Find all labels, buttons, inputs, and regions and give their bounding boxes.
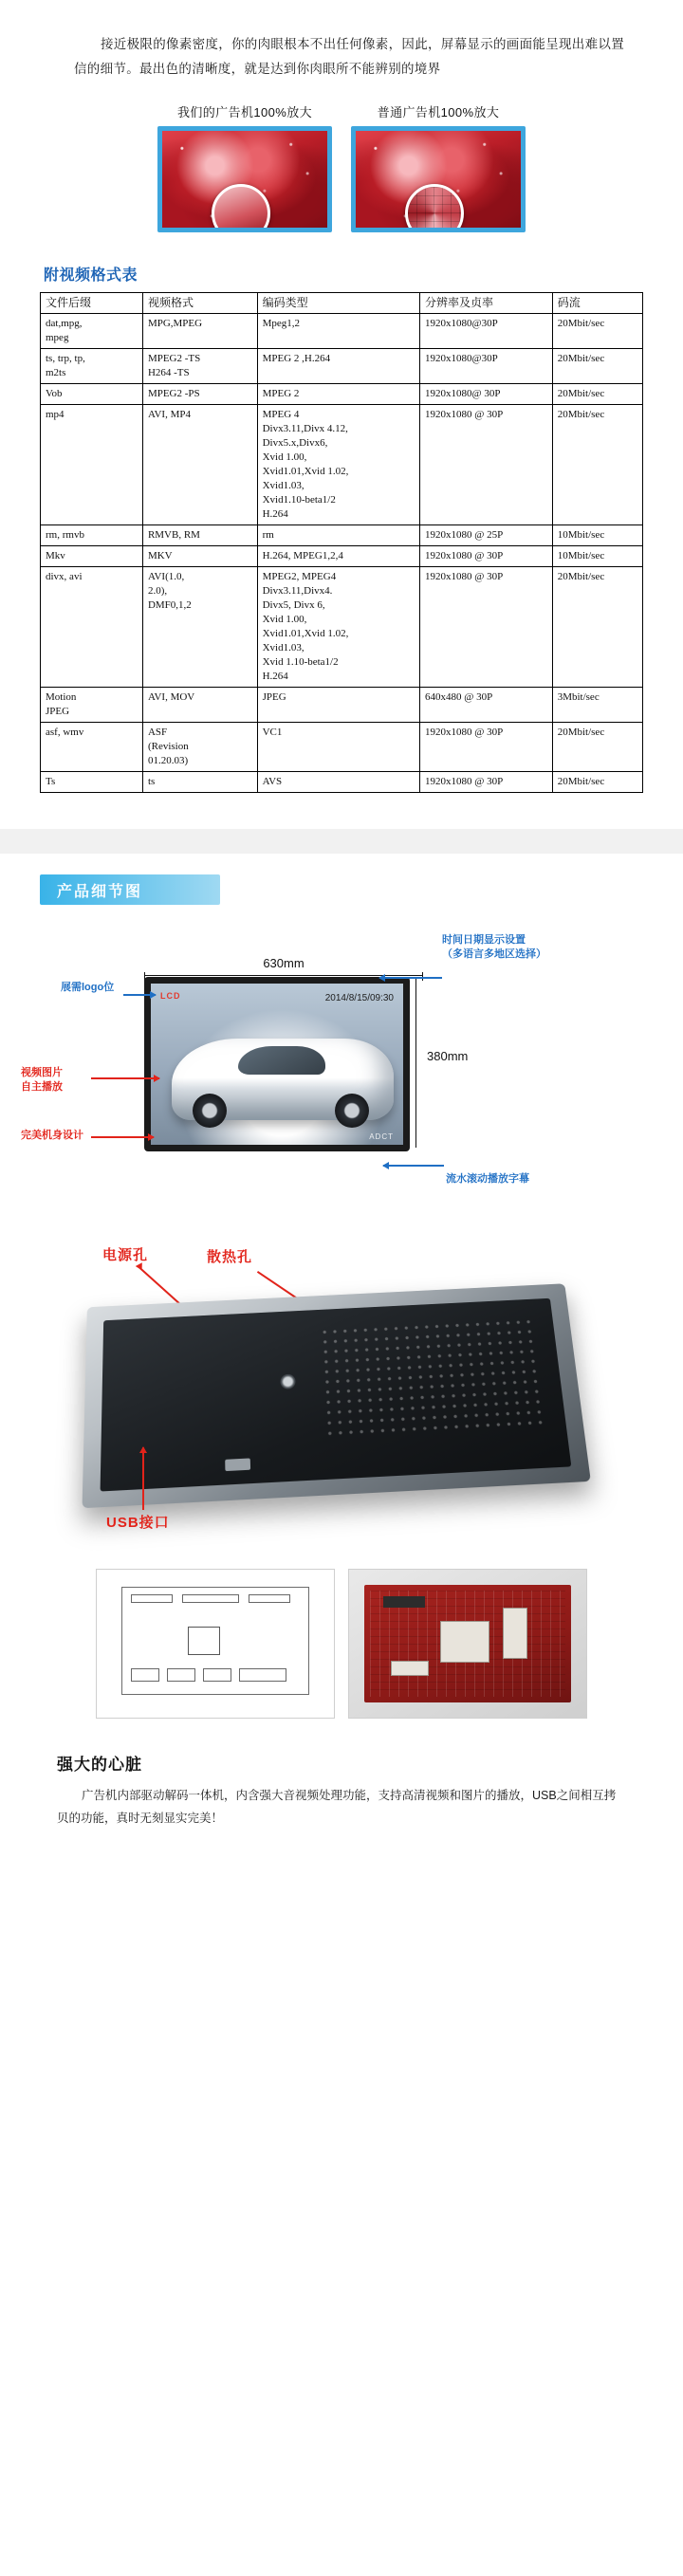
cell-bitrate: 20Mbit/sec [552,314,642,349]
callout-datetime-line2: （多语言多地区选择） [442,948,546,960]
cell-codec: AVS [257,772,419,793]
table-row [41,688,643,723]
comparison-right [351,102,526,232]
cell-suffix: ts, trp, tp, m2ts [41,349,143,384]
cell-format: MPEG2 -PS [142,384,257,405]
tv-ticker-text: ADCT [369,1132,394,1141]
callout-video-image [21,1066,63,1095]
cell-format: MPEG2 -TS H264 -TS [142,349,257,384]
heart-section [0,1734,683,1862]
rose-screen-ordinary [351,126,526,232]
cell-resolution: 1920x1080@ 30P [420,384,553,405]
magnifier-icon [405,184,464,232]
tv-logo: LCD [160,991,181,1001]
cell-suffix: Mkv [41,546,143,567]
car-wheel-rear [335,1094,369,1128]
board-schematic-drawing [96,1569,335,1719]
heart-title: 强大的心脏 [57,1756,142,1774]
callout-ticker: 流水滚动播放字幕 [446,1173,529,1185]
width-dimension [144,956,423,970]
usb-port [225,1458,250,1471]
cell-codec: JPEG [257,688,419,723]
video-format-section [0,238,683,812]
cell-suffix: Vob [41,384,143,405]
pixel-grid [408,187,461,232]
cell-suffix: rm, rmvb [41,525,143,546]
car-wheel-front [193,1094,227,1128]
pcb-header [383,1596,425,1608]
tv-clock: 2014/8/15/09:30 [324,993,394,1003]
cell-bitrate: 20Mbit/sec [552,772,642,793]
schematic-connector [131,1668,159,1682]
cell-codec: MPEG 2 [257,384,419,405]
cell-bitrate: 20Mbit/sec [552,567,642,688]
board-row [0,1559,683,1724]
callout-video-image-line1: 视频图片 [21,1067,63,1078]
cell-format: AVI, MOV [142,688,257,723]
car-windshield [238,1046,325,1075]
table-row [41,384,643,405]
cell-codec: MPEG 2 ,H.264 [257,349,419,384]
callout-logo: 展需logo位 [61,982,115,993]
cell-format: AVI(1.0, 2.0), DMF0,1,2 [142,567,257,688]
callout-logo-arrow [123,994,156,996]
cell-format: ts [142,772,257,793]
cell-resolution: 1920x1080 @ 30P [420,567,553,688]
column-header-suffix: 文件后缀 [41,293,143,314]
cell-format: ASF (Revision 01.20.03) [142,723,257,772]
schematic-connector [182,1594,239,1603]
height-dimension [427,1049,468,1063]
schematic-connector [239,1668,286,1682]
comparison-left-title: 我们的广告机100%放大 [176,105,313,120]
cell-format: MPG,MPEG [142,314,257,349]
tv-illustration [0,928,683,1212]
cell-resolution: 1920x1080 @ 30P [420,546,553,567]
intro-paragraph: 接近极限的像素密度，你的肉眼根本不出任何像素，因此，屏幕显示的画面能呈现出难以置信的细节。最出色的清晰度，就是达到你肉眼所不能辨别的境界 [74,37,624,76]
cell-resolution: 1920x1080 @ 30P [420,772,553,793]
pcb-chip [440,1621,489,1663]
column-header-format: 视频格式 [142,293,257,314]
table-row [41,723,643,772]
tv-screen [151,984,403,1145]
cell-suffix: asf, wmv [41,723,143,772]
table-row [41,525,643,546]
detail-section [0,854,683,1734]
video-format-title: 附视频格式表 [44,267,138,284]
cell-bitrate: 20Mbit/sec [552,349,642,384]
height-value: 380mm [427,1049,469,1063]
schematic-connector [167,1668,195,1682]
intro-section [0,0,683,91]
back-panel-illustration [0,1237,683,1559]
column-header-bitrate: 码流 [552,293,642,314]
callout-design: 完美机身设计 [21,1130,83,1141]
height-dimension-bar [415,977,416,1148]
cell-resolution: 1920x1080 @ 25P [420,525,553,546]
video-format-table [40,292,643,793]
cell-suffix: divx, avi [41,567,143,688]
comparison-section [0,91,683,238]
cell-bitrate: 20Mbit/sec [552,405,642,525]
table-row [41,772,643,793]
table-row [41,405,643,525]
section-divider [0,829,683,854]
power-hole-arrow [88,1269,142,1297]
board-photo [348,1569,587,1719]
table-header-row [41,293,643,314]
callout-design-arrow [91,1136,154,1138]
heat-vent-holes [320,1316,545,1438]
cell-bitrate: 20Mbit/sec [552,723,642,772]
cell-codec: VC1 [257,723,419,772]
cell-resolution: 1920x1080 @ 30P [420,405,553,525]
cell-suffix: Ts [41,772,143,793]
footer-space [0,1862,683,1875]
tv-frame [144,977,410,1151]
cell-resolution: 1920x1080 @ 30P [420,723,553,772]
pcb-chip [503,1608,527,1659]
cell-suffix: dat,mpg, mpeg [41,314,143,349]
detail-banner: 产品细节图 [40,874,220,905]
cell-bitrate: 10Mbit/sec [552,525,642,546]
cell-format: RMVB, RM [142,525,257,546]
column-header-resolution: 分辨率及贞率 [420,293,553,314]
cell-format: MKV [142,546,257,567]
cell-suffix: mp4 [41,405,143,525]
cell-resolution: 1920x1080@30P [420,314,553,349]
table-row [41,314,643,349]
cell-codec: H.264, MPEG1,2,4 [257,546,419,567]
schematic-connector [131,1594,173,1603]
label-heat-hole: 散热孔 [207,1249,253,1265]
label-usb-port: USB接口 [106,1515,170,1531]
label-power-hole: 电源孔 [102,1247,149,1263]
callout-video-image-arrow [91,1077,159,1079]
schematic-chip [188,1627,220,1655]
rose-screen-ours [157,126,332,232]
cell-bitrate: 3Mbit/sec [552,688,642,723]
cell-resolution: 640x480 @ 30P [420,688,553,723]
callout-ticker-arrow [383,1165,444,1167]
callout-video-image-line2: 自主播放 [21,1081,63,1093]
cell-codec: rm [257,525,419,546]
callout-datetime [442,933,546,962]
table-row [41,546,643,567]
cell-resolution: 1920x1080@30P [420,349,553,384]
cell-suffix: Motion JPEG [41,688,143,723]
cell-codec: Mpeg1,2 [257,314,419,349]
cell-format: AVI, MP4 [142,405,257,525]
width-value: 630mm [263,956,305,970]
back-panel-photo [83,1283,591,1508]
comparison-left [157,102,332,232]
column-header-codec: 编码类型 [257,293,419,314]
cell-bitrate: 10Mbit/sec [552,546,642,567]
pcb-chip [391,1661,429,1676]
schematic-connector [249,1594,290,1603]
callout-datetime-line1: 时间日期显示设置 [442,934,526,946]
heart-paragraph: 广告机内部驱动解码一体机，内含强大音视频处理功能，支持高清视频和图片的播放，USB之间相互拷贝的功能，真时无刻显实完美！ [57,1789,617,1825]
car-image [172,1039,394,1120]
table-row [41,349,643,384]
schematic-connector [203,1668,231,1682]
callout-datetime-arrow [379,977,442,979]
cell-codec: MPEG2, MPEG4 Divx3.11,Divx4. Divx5, Divx 6, Xvid 1.00, Xvid1.01,Xvid 1.02, Xvid1.03, Xvid 1.10-beta1/2 H.264 [257,567,419,688]
cell-bitrate: 20Mbit/sec [552,384,642,405]
cell-codec: MPEG 4 Divx3.11,Divx 4.12, Divx5.x,Divx6, Xvid 1.00, Xvid1.01,Xvid 1.02, Xvid1.03, Xvid1.10-beta1/2 H.264 [257,405,419,525]
usb-port-arrow-line [142,1447,144,1510]
comparison-right-title: 普通广告机100%放大 [377,105,500,120]
table-row [41,567,643,688]
